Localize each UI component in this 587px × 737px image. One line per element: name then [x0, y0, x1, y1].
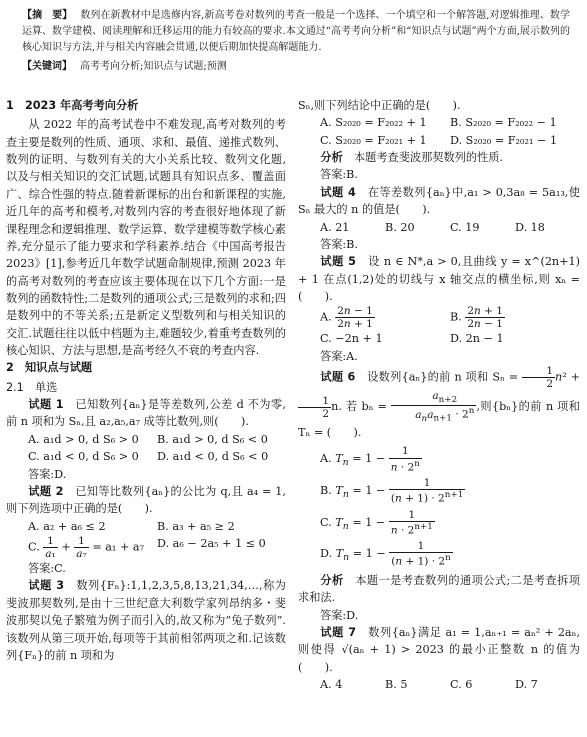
abstract-label: 【摘 要】 — [22, 10, 73, 21]
q7-options — [298, 676, 580, 693]
question-6: 试题 6 设数列{aₙ}的前 n 项和 Sₙ = $\frac{1}{2}$ n² + $\frac{1}{2}$ n. 若 bₙ = $\frac{a_{n+2}}{a_na_{n+1} \cdot 2^n}$ ,则{bₙ}的前 n 项和 Tₙ = ( ). — [298, 365, 580, 440]
q5-option-d: D. 2n − 1 — [450, 332, 504, 346]
q6-sn-fraction-1: $\frac{1}{2}$ — [522, 365, 555, 390]
section1-title: 1 2023 年高考考向分析 — [6, 99, 139, 112]
q2-option-c: C. $\frac{1}{\text{a₁}}$ + $\frac{1}{\text{a₇}}$ = a₁ + a₇ — [28, 534, 145, 561]
question-4 — [298, 184, 580, 219]
q5-label: 试题 5 — [320, 255, 356, 269]
q2-options — [6, 518, 286, 560]
q6-answer: 答案:D. — [320, 608, 359, 622]
question-1 — [6, 396, 286, 431]
q5-options — [298, 305, 580, 347]
q3-text: 数列{Fₙ}:1,1,2,3,5,8,13,21,34,…,称为斐波那契数列,是由十三世纪意大利数学家列昂纳多・斐波那契以兔子繁殖为例子而引入的,故又称为“兔子数列”.该数列从第三项开始,每项等于其前相邻两项之和.记该数列{Fₙ}的前 n 项和为 — [6, 579, 286, 662]
q6-option-d-fraction: $\frac{1}{(n + 1) \cdot 2^n}$ — [391, 540, 451, 568]
question-3 — [6, 577, 286, 664]
q3-analysis — [298, 149, 580, 166]
q3-option-a: A. S₂₀₂₀ = F₂₀₂₂ + 1 — [320, 116, 427, 130]
q6-text-c: ,则{bₙ}的前 n 项和 Tₙ = ( ). — [298, 400, 580, 440]
q4-option-d: D. 18 — [515, 220, 545, 234]
abstract-paragraph — [22, 8, 570, 57]
q6-option-c: C. $T_n = 1$ − $\frac{1}{n \cdot 2^{n+1}}$ — [320, 508, 433, 537]
question-5 — [298, 253, 580, 305]
q1-options — [6, 431, 286, 466]
abstract-block — [22, 8, 570, 75]
q6-bn-fraction: $\frac{a_{n+2}}{a_na_{n+1} \cdot 2^n}$ — [391, 390, 476, 424]
q6-analysis-label: 分析 — [320, 573, 344, 587]
q1-option-a: A. a₁d > 0, d S₆ > 0 — [28, 432, 139, 446]
q2-option-c-tail: = a₁ + a₇ — [92, 540, 145, 554]
keywords-line — [22, 59, 570, 75]
q6-option-b-fraction: $\frac{1}{(n + 1) \cdot 2^{n+1}}$ — [390, 477, 464, 505]
q3-analysis-text: 本题考查斐波那契数列的性质. — [353, 151, 503, 165]
q6-analysis — [298, 572, 580, 607]
q6-analysis-text: 本题一是考查数列的通项公式;二是考查拆项求和法. — [298, 573, 580, 605]
q7-option-c: C. 6 — [450, 678, 473, 692]
q6-option-d: D. $T_n = 1$ − $\frac{1}{(n + 1) \cdot 2^n}$ — [320, 540, 451, 568]
q4-options — [298, 219, 580, 236]
keywords-label: 【关键词】 — [22, 60, 72, 72]
q3-answer: 答案:B. — [320, 168, 358, 182]
section21-title: 2.1 单选 — [6, 380, 58, 394]
q2-text: 已知等比数列{aₙ}的公比为 q,且 a₄ = 1,则下列选项中正确的是( ). — [6, 484, 286, 516]
q6-option-c-fraction: $\frac{1}{n \cdot 2^{n+1}}$ — [390, 508, 433, 537]
keywords-text: 高考考向分析;知识点与试题;预测 — [80, 60, 227, 72]
q6-option-a: A. $T_n = 1$ − $\frac{1}{n \cdot 2^n}$ — [320, 445, 420, 474]
q3-analysis-label: 分析 — [320, 151, 343, 165]
q2-fraction-2: $\frac{1}{\text{a₇}}$ — [76, 534, 87, 561]
q6-text-b: n. 若 bₙ = — [331, 400, 387, 414]
q2-label: 试题 2 — [28, 484, 64, 498]
q3-option-d: D. S₂₀₂₀ = F₂₀₂₁ − 1 — [450, 133, 558, 147]
q4-option-a: A. 21 — [320, 220, 350, 234]
section1-body: 从 2022 年的高考试卷中不难发现,高考对数列的考查主要是数列的性质、通项、求和、最值、递推式数列、数列的证明、与数列有关的大小关系比较、数列文化题,以及与相关知识的交汇试题,试题具有知识点多、覆盖面广、综合性强的特点.随着新课标的出台和新课程的实施,近几年的高考和模考,对数列内容的考查很好地体现了新课程理念和逻辑推理、数学运算、数学建模等数学核心素养,充分显示了能力要求和学科素养.结合《中国高考报告 2023》[1],参考近几年数学试题命制规律,预测 2023 年的高考对数列的考查应该主要体现在以下几个方面:一是数列的函数特性;二是数列的通项公式;三是数列的求和;四是数列中的不等关系;五是新定义型数列和与相关知识的交汇.试题往往以低中档题为主,难题较少,着重考查数列的核心知识、方法与思想,是高考经久不衰的考查内容. — [6, 118, 286, 358]
q3-option-c: C. S₂₀₂₀ = F₂₀₂₁ + 1 — [320, 133, 427, 147]
q4-answer: 答案:B. — [320, 237, 358, 251]
q4-option-c: C. 19 — [450, 220, 480, 234]
q3-options — [298, 114, 580, 149]
left-column — [6, 97, 286, 664]
q4-option-b: B. 20 — [385, 220, 415, 234]
q5-option-a: A. $\frac{2n - 1}{2n + 1}$ — [320, 305, 373, 331]
q1-option-c: C. a₁d < 0, d S₆ > 0 — [28, 450, 139, 464]
question-7 — [298, 624, 580, 676]
q6-option-a-fraction: $\frac{1}{n \cdot 2^n}$ — [390, 445, 420, 474]
q1-option-b: B. a₁d > 0, d S₆ < 0 — [157, 432, 268, 446]
q6-options — [298, 445, 580, 568]
q5-option-c: C. −2n + 1 — [320, 332, 383, 346]
q3-continuation: Sₙ,则下列结论中正确的是( ). — [298, 99, 461, 112]
q2-answer: 答案:C. — [28, 562, 66, 576]
q5-option-a-fraction: $\frac{2n - 1}{2n + 1}$ — [337, 305, 373, 331]
q7-option-b: B. 5 — [385, 678, 408, 692]
q2-option-a: A. a₂ + a₆ ≤ 2 — [28, 519, 106, 533]
q2-fraction-1: $\frac{1}{\text{a₁}}$ — [45, 534, 56, 561]
q3-option-b: B. S₂₀₂₀ = F₂₀₂₂ − 1 — [450, 116, 557, 130]
abstract-text: 数列在新教材中是选修内容,新高考卷对数列的考查一般是一个选择、一个填空和一个解答题,对逻辑推理、数学运算、数学建模、阅读理解和迁移运用的能力有较高的要求.本文通过“高考考向分析”和“知识点与试题”两个方面,展示数列的核心知识与方法,并与相关内容融会贯通,以便后期加快提高解题能力. — [22, 10, 571, 54]
q4-label: 试题 4 — [320, 185, 356, 199]
q5-option-b-fraction: $\frac{2n + 1}{2n - 1}$ — [467, 305, 503, 331]
right-column — [298, 97, 580, 693]
q1-option-d: D. a₁d < 0, d S₆ < 0 — [157, 450, 269, 464]
q7-label: 试题 7 — [320, 626, 357, 640]
q6-label: 试题 6 — [320, 370, 356, 384]
q1-label: 试题 1 — [28, 398, 64, 412]
q2-option-b: B. a₃ + a₅ ≥ 2 — [157, 519, 235, 533]
q1-text: 已知数列{aₙ}是等差数列,公差 d 不为零,前 n 项和为 Sₙ,且 a₂,a₅,a₇ 成等比数列,则( ). — [6, 398, 286, 429]
section2-title: 2 知识点与试题 — [6, 361, 93, 375]
q6-sn-fraction-2: $\frac{1}{2}$ — [298, 395, 331, 420]
q5-answer: 答案:A. — [320, 349, 358, 363]
q7-option-d: D. 7 — [515, 678, 538, 692]
q1-answer: 答案:D. — [28, 467, 67, 481]
q7-text: 数列{aₙ}满足 a₁ = 1,aₙ₊₁ = aₙ² + 2aₙ,则使得 √(aₙ + 1) > 2023 的最小正整数 n 的值为( ). — [298, 626, 580, 674]
q3-label: 试题 3 — [28, 579, 65, 593]
q5-option-b: B. $\frac{2n + 1}{2n - 1}$ — [450, 305, 503, 331]
q6-option-b: B. $T_n = 1$ − $\frac{1}{(n + 1) \cdot 2^{n+1}}$ — [320, 477, 464, 505]
q7-option-a: A. 4 — [320, 678, 343, 692]
q6-text-a: 设数列{aₙ}的前 n 项和 Sₙ = — [367, 370, 519, 384]
q5-text: 设 n ∈ N*,a > 0,且曲线 y = x^(2n+1) + 1 在点(1,2)处的切线与 x 轴交点的横坐标,则 xₙ = ( ). — [298, 255, 580, 303]
question-2 — [6, 483, 286, 518]
q4-text: 在等差数列{aₙ}中,a₁ > 0,3a₈ = 5a₁₃,使 Sₙ 最大的 n 的值是( ). — [298, 185, 580, 217]
q2-option-d: D. a₆ − 2a₅ + 1 ≤ 0 — [157, 536, 266, 550]
